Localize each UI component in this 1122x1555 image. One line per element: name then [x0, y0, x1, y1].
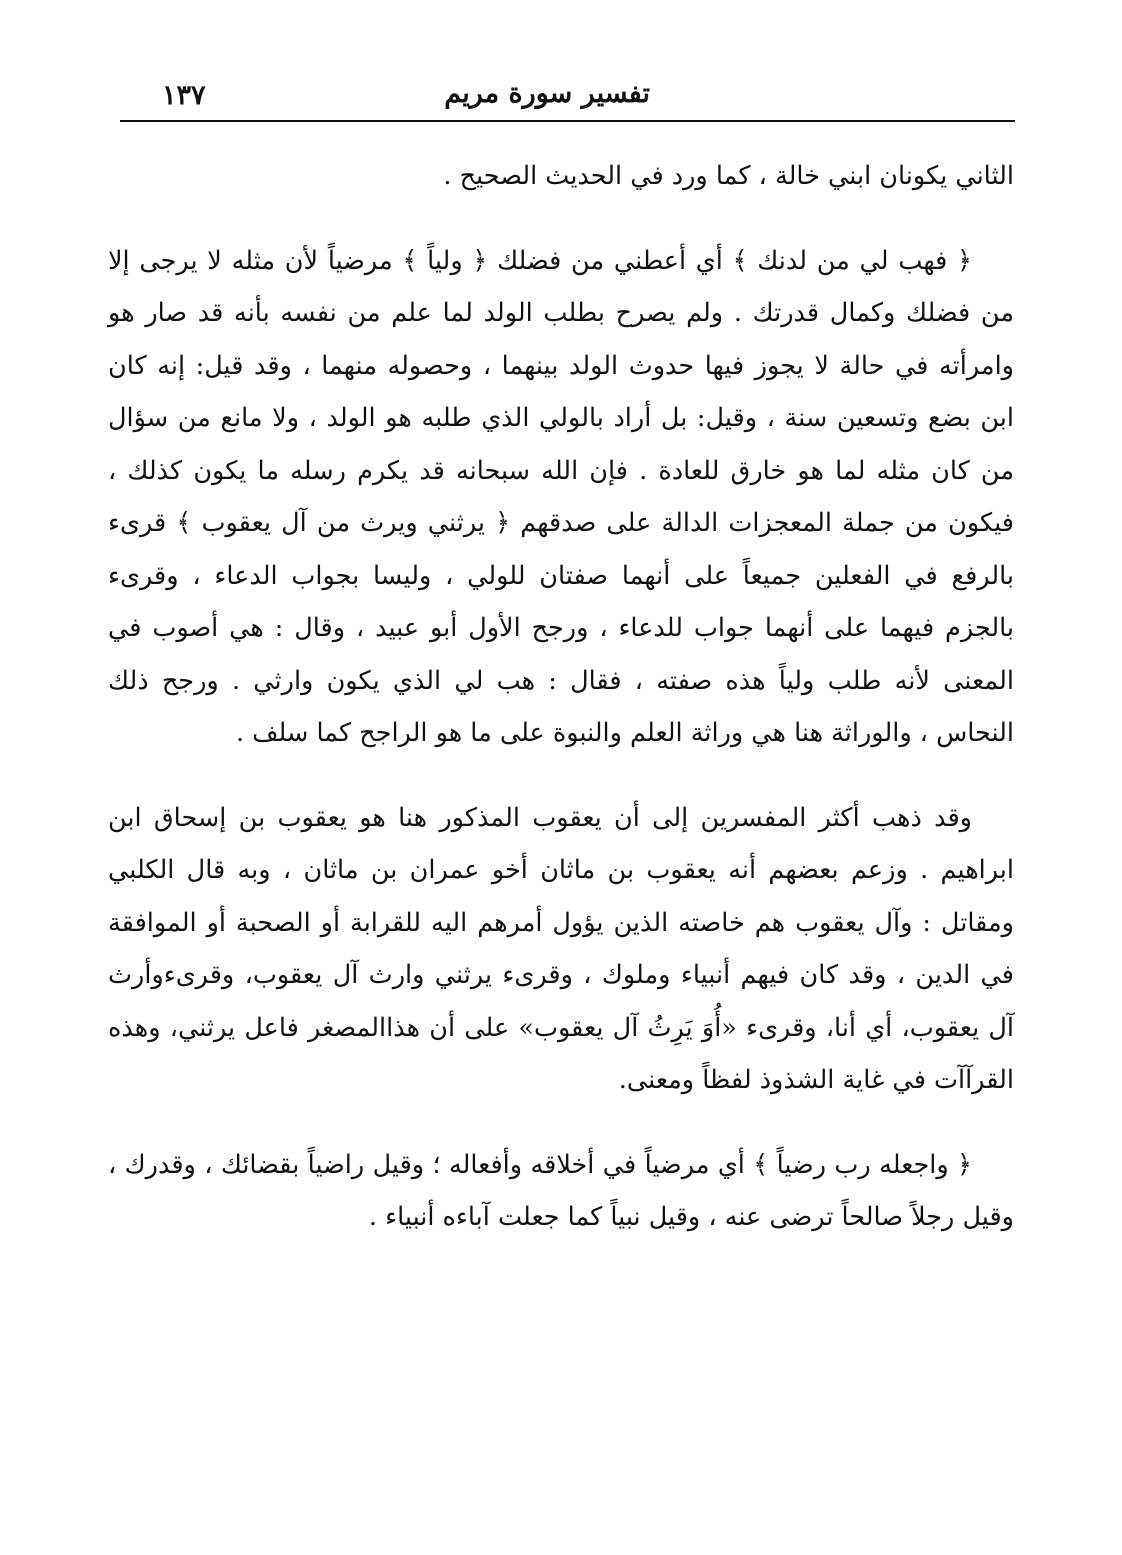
page-number: ١٣٧ [162, 80, 206, 111]
paragraph-gap [108, 760, 1014, 792]
paragraph-3: وقد ذهب أكثر المفسرين إلى أن يعقوب المذكور هنا هو يعقوب بن إسحاق ابن ابراهيم . وزعم بعضهم أنه يعقوب بن ماثان أخو عمران بن ماثان ، وبه قال الكلبي ومقاتل : وآل يعقوب هم خاصته الذين يؤول أمرهم اليه للقرابة أو الصحبة أو الموافقة في الدين ، وقد كان فيهم أنبياء وملوك ، وقرىء يرثني وارث آل يعقوب، وقرىءوأرث آل يعقوب، أي أنا، وقرىء «أُوَ يَرِثُ آل يعقوب» على أن هذاالمصغر فاعل يرثني، وهذه القرآآت في غاية الشذوذ لفظاً ومعنى. [108, 802, 1014, 1095]
paragraph-4: ﴿ واجعله رب رضياً ﴾ أي مرضياً في أخلاقه وأفعاله ؛ وقيل راضياً بقضائك ، وقدرك ، وقيل رجلاً صالحاً ترضى عنه ، وقيل نبياً كما جعلت آباءه أنبياء . [108, 1149, 1014, 1232]
body-text [108, 150, 1014, 1244]
paragraph-2: ﴿ فهب لي من لدنك ﴾ أي أعطني من فضلك ﴿ ولياً ﴾ مرضياً لأن مثله لا يرجى إلا من فضلك وكمال قدرتك . ولم يصرح بطلب الولد لما علم من نفسه بأنه قد صار هو وامرأته في حالة لا يجوز فيها حدوث الولد بينهما ، وحصوله منهما ، وقد قيل: إنه كان ابن بضع وتسعين سنة ، وقيل: بل أراد بالولي الذي طلبه هو الولد ، ولا مانع من سؤال من كان مثله لما هو خارق للعادة . فإن الله سبحانه قد يكرم رسله ما يكون كذلك ، فيكون من جملة المعجزات الدالة على صدقهم ﴿ يرثني ويرث من آل يعقوب ﴾ قرىء بالرفع في الفعلين جميعاً على أنهما صفتان للولي ، وليسا بجواب الدعاء ، وقرىء بالجزم فيهما على أنهما جواب للدعاء ، ورجح الأول أبو عبيد ، وقال : هي أصوب في المعنى لأنه طلب ولياً هذه صفته ، فقال : هب لي الذي يكون وارثي . ورجح ذلك النحاس ، والوراثة هنا هي وراثة العلم والنبوة على ما هو الراجح كما سلف . [108, 245, 1015, 748]
running-header [120, 76, 1015, 118]
paragraph-1: الثاني يكونان ابني خالة ، كما ورد في الحديث الصحيح . [443, 161, 1014, 191]
paragraph-gap [108, 203, 1014, 235]
paragraph-gap [108, 1107, 1014, 1139]
header-rule [120, 120, 1015, 122]
running-title: تفسير سورة مريم [444, 78, 650, 109]
